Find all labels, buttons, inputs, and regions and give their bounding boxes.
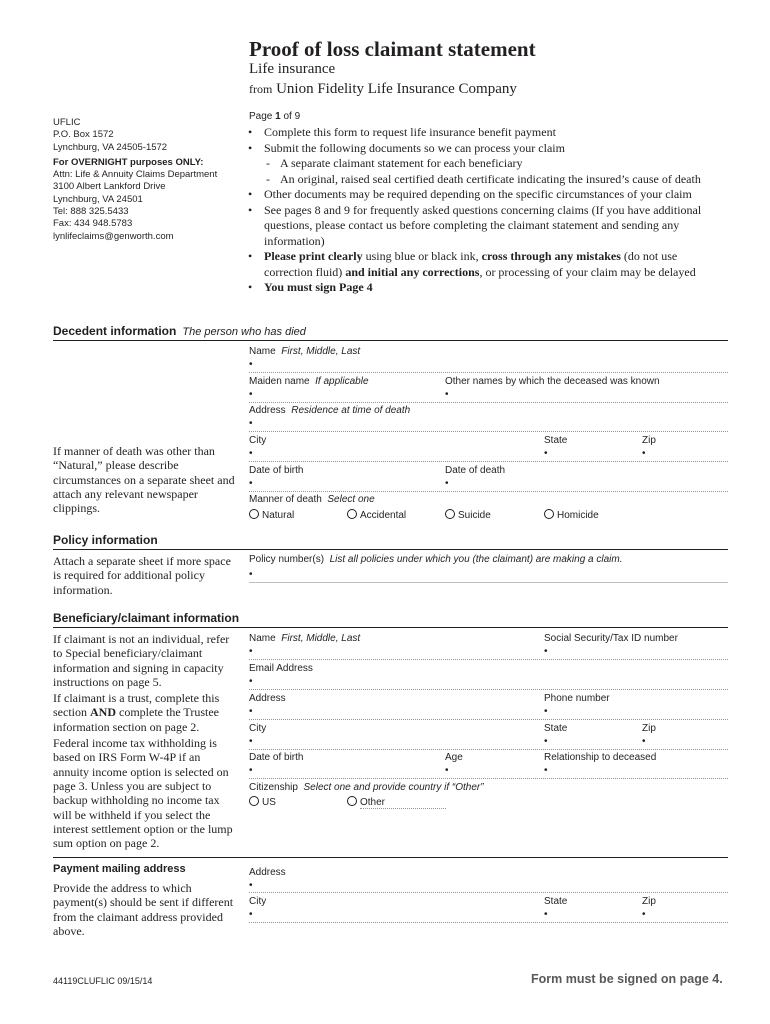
decedent-heading: Decedent information The person who has died xyxy=(53,324,306,338)
maiden-name-field[interactable]: • xyxy=(249,389,253,400)
field-line xyxy=(249,372,728,373)
instruction-item: • Please print clearly using blue or black ink, cross through any mistakes (do not use correction fluid) and initial any corrections, or processing of your claim may be delayed xyxy=(248,249,696,279)
other-names-label: Other names by which the deceased was known xyxy=(445,376,660,387)
section-rule xyxy=(53,549,728,550)
beneficiary-sidenote: If claimant is not an individual, refer to Special beneficiary/claimant information and signing in capacity instructions on page 5. If claimant is a trust, complete this section AND complete the Trustee information section on page 2. Federal income tax withholding is based on IRS Form W-4P if an annuity income option is selected on page 3. Unless you are subject to backup withholding no income tax will be withheld if you select the interest settlement option or the lump sum option on page 2. xyxy=(53,632,233,851)
decedent-name-label: Name First, Middle, Last xyxy=(249,346,361,357)
manner-suicide-option[interactable]: Suicide xyxy=(445,509,491,521)
policy-heading: Policy information xyxy=(53,533,158,547)
decedent-dod-label: Date of death xyxy=(445,465,506,476)
maiden-name-label: Maiden name If applicable xyxy=(249,376,369,387)
policy-numbers-field[interactable]: • xyxy=(249,569,253,580)
field-line xyxy=(249,431,728,432)
phone-label: Phone number xyxy=(544,693,610,704)
decedent-name-field[interactable]: • xyxy=(249,359,253,370)
decedent-dob-label: Date of birth xyxy=(249,465,304,476)
overnight-label: For OVERNIGHT purposes ONLY: xyxy=(53,156,204,168)
radio-icon xyxy=(445,509,455,519)
decedent-zip-label: Zip xyxy=(642,435,656,446)
instruction-item: • You must sign Page 4 xyxy=(248,280,373,294)
instructions-list xyxy=(244,125,714,296)
manner-homicide-option[interactable]: Homicide xyxy=(544,509,599,521)
payment-zip-label: Zip xyxy=(642,896,656,907)
instruction-subitem: - A separate claimant statement for each beneficiary xyxy=(266,156,523,170)
age-field[interactable]: • xyxy=(445,765,449,776)
radio-icon xyxy=(347,796,357,806)
decedent-city-label: City xyxy=(249,435,267,446)
section-rule xyxy=(53,857,728,858)
payment-zip-field[interactable]: • xyxy=(642,909,646,920)
email-label: Email Address xyxy=(249,663,313,674)
other-names-field[interactable]: • xyxy=(445,389,449,400)
decedent-address-field[interactable]: • xyxy=(249,418,253,429)
payment-sidenote: Provide the address to which payment(s) should be sent if different from the claimant address provided above. xyxy=(53,881,234,938)
field-line xyxy=(249,749,728,750)
field-line xyxy=(249,922,728,923)
beneficiary-heading: Beneficiary/claimant information xyxy=(53,611,240,625)
beneficiary-city-field[interactable]: • xyxy=(249,736,253,747)
address-line: Lynchburg, VA 24505-1572 xyxy=(53,141,168,153)
ssn-label: Social Security/Tax ID number xyxy=(544,633,678,644)
email-field[interactable]: • xyxy=(249,676,253,687)
address-line: Attn: Life & Annuity Claims Department xyxy=(53,169,218,181)
relationship-label: Relationship to deceased xyxy=(544,752,657,763)
address-line: Lynchburg, VA 24501 xyxy=(53,193,143,205)
address-line: 3100 Albert Lankford Drive xyxy=(53,181,166,193)
beneficiary-zip-label: Zip xyxy=(642,723,656,734)
decedent-city-field[interactable]: • xyxy=(249,448,253,459)
decedent-dob-field[interactable]: • xyxy=(249,478,253,489)
beneficiary-address-field[interactable]: • xyxy=(249,706,253,717)
field-line xyxy=(249,778,728,779)
decedent-dod-field[interactable]: • xyxy=(445,478,449,489)
instruction-item: • See pages 8 and 9 for frequently asked questions concerning claims (If you have additional questions, please contact us before completing the claimant statement and sending any information) xyxy=(248,202,702,248)
citizenship-other-option[interactable]: Other xyxy=(347,796,385,808)
ssn-field[interactable]: • xyxy=(544,646,548,657)
sign-note: Form must be signed on page 4. xyxy=(531,972,723,986)
manner-accidental-option[interactable]: Accidental xyxy=(347,509,406,521)
field-line xyxy=(249,689,728,690)
decedent-state-field[interactable]: • xyxy=(544,448,548,459)
policy-sidenote: Attach a separate sheet if more space is required for additional policy information. xyxy=(53,554,231,597)
radio-icon xyxy=(544,509,554,519)
age-label: Age xyxy=(445,752,463,763)
beneficiary-name-label: Name First, Middle, Last xyxy=(249,633,361,644)
instruction-item: • Complete this form to request life insurance benefit payment xyxy=(248,125,556,139)
field-line xyxy=(249,719,728,720)
form-title: Proof of loss claimant statement xyxy=(249,37,536,61)
field-line xyxy=(249,402,728,403)
beneficiary-city-label: City xyxy=(249,723,267,734)
citizenship-label: Citizenship Select one and provide country if “Other” xyxy=(249,782,484,793)
field-line xyxy=(249,659,728,660)
radio-icon xyxy=(347,509,357,519)
beneficiary-state-label: State xyxy=(544,723,568,734)
manner-label: Manner of death Select one xyxy=(249,494,375,505)
address-line: lynlifeclaims@genworth.com xyxy=(53,230,174,242)
payment-city-label: City xyxy=(249,896,267,907)
decedent-state-label: State xyxy=(544,435,568,446)
other-country-field[interactable] xyxy=(360,808,446,809)
instruction-item: • Other documents may be required depending on the specific circumstances of your claim xyxy=(248,187,692,201)
payment-address-field[interactable]: • xyxy=(249,880,253,891)
payment-state-label: State xyxy=(544,896,568,907)
beneficiary-state-field[interactable]: • xyxy=(544,736,548,747)
manner-natural-option[interactable]: Natural xyxy=(249,509,294,521)
policy-numbers-label: Policy number(s) List all policies under which you (the claimant) are making a claim. xyxy=(249,554,623,565)
field-line xyxy=(249,582,728,583)
beneficiary-zip-field[interactable]: • xyxy=(642,736,646,747)
section-rule xyxy=(53,627,728,628)
payment-city-field[interactable]: • xyxy=(249,909,253,920)
page-current: 1 xyxy=(275,111,281,122)
beneficiary-name-field[interactable]: • xyxy=(249,646,253,657)
beneficiary-dob-label: Date of birth xyxy=(249,752,304,763)
form-subtitle: Life insurance xyxy=(249,61,336,77)
manner-sidenote: If manner of death was other than “Natural,” please describe circumstances on a separate sheet and attach any relevant newspaper clippings. xyxy=(53,444,235,516)
beneficiary-dob-field[interactable]: • xyxy=(249,765,253,776)
address-line: Fax: 434 948.5783 xyxy=(53,218,133,230)
field-line xyxy=(249,491,728,492)
phone-field[interactable]: • xyxy=(544,706,548,717)
company-line xyxy=(249,81,517,98)
decedent-address-label: Address Residence at time of death xyxy=(249,405,411,416)
mailing-address-block xyxy=(53,117,217,243)
section-rule xyxy=(53,340,728,341)
beneficiary-address-label: Address xyxy=(249,693,286,704)
company-name: Union Fidelity Life Insurance Company xyxy=(276,81,517,97)
page-indicator: Page 1 of 9 xyxy=(249,111,301,122)
payment-state-field[interactable]: • xyxy=(544,909,548,920)
address-line: P.O. Box 1572 xyxy=(53,129,114,141)
relationship-field[interactable]: • xyxy=(544,765,548,776)
form-code: 44119CLUFLIC 09/15/14 xyxy=(53,976,153,986)
radio-icon xyxy=(249,509,259,519)
radio-icon xyxy=(249,796,259,806)
instruction-item: • Submit the following documents so we can process your claim xyxy=(248,140,565,155)
citizenship-us-option[interactable]: US xyxy=(249,796,276,808)
field-line xyxy=(249,892,728,893)
field-line xyxy=(249,461,728,462)
address-line: UFLIC xyxy=(53,117,81,128)
instruction-subitem: - An original, raised seal certified death certificate indicating the insured’s cause of death xyxy=(266,171,701,186)
decedent-zip-field[interactable]: • xyxy=(642,448,646,459)
address-line: Tel: 888 325.5433 xyxy=(53,206,129,218)
payment-address-label: Address xyxy=(249,867,286,878)
payment-heading: Payment mailing address xyxy=(53,863,186,875)
from-word: from xyxy=(249,82,273,96)
